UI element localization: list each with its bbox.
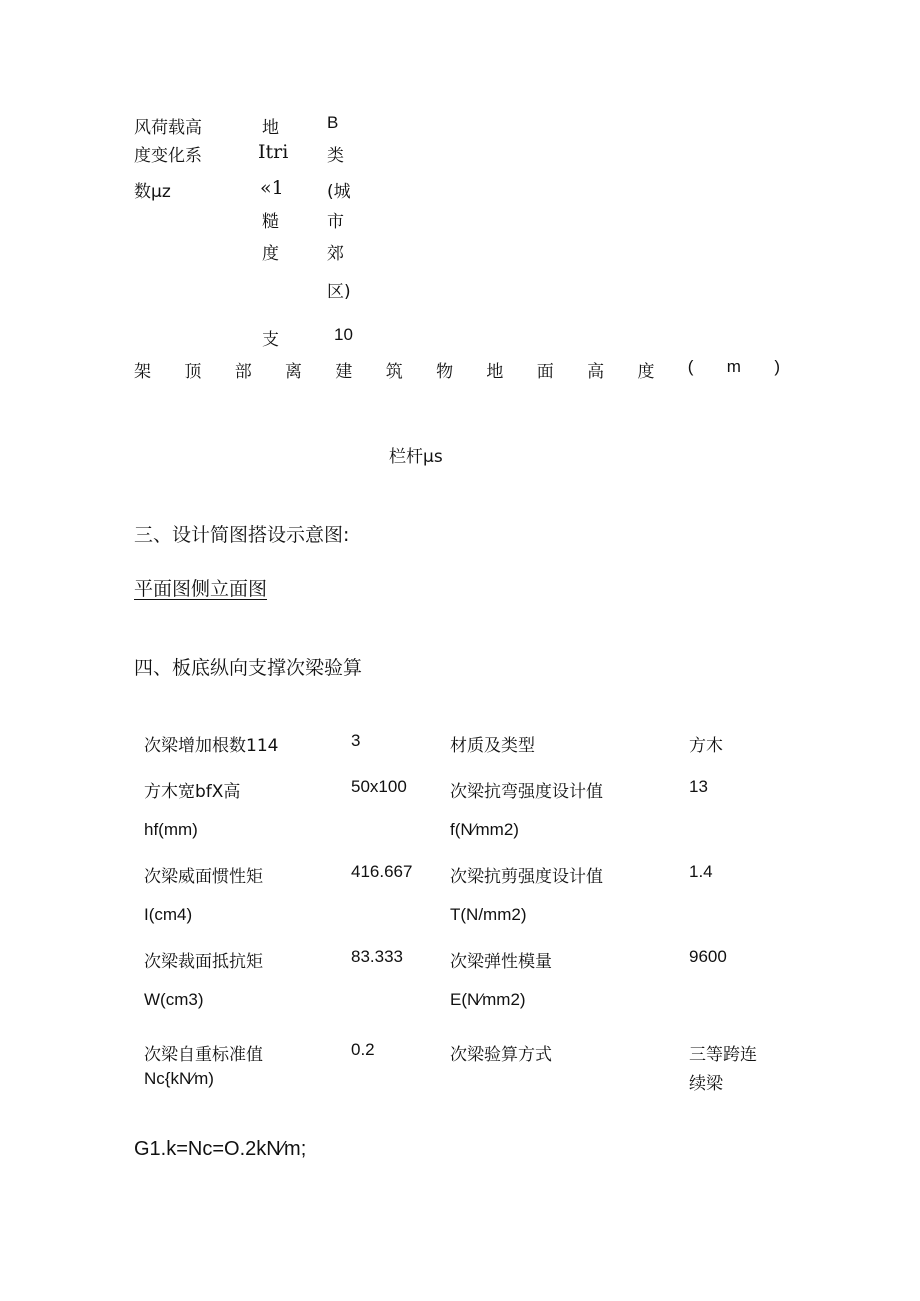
height-label-char: 离: [285, 362, 303, 382]
table-row: [0, 862, 920, 932]
height-label-char: ): [774, 357, 780, 376]
height-label-char: m: [726, 357, 741, 376]
param-value: 1.4: [689, 862, 713, 881]
height-label-char: 度: [637, 362, 655, 382]
category-line: (城: [327, 182, 351, 202]
param-label: 次梁威面惯性矩: [144, 867, 263, 887]
param-value: 9600: [689, 947, 727, 966]
param-label: T(N/mm2): [450, 905, 527, 924]
roughness-line: 糙: [262, 212, 279, 232]
param-label: 次梁裁面抵抗矩: [144, 952, 263, 972]
roughness-column: [258, 113, 298, 263]
wind-factor-label: [134, 113, 224, 213]
support-height-label: [134, 357, 780, 382]
category-line: B: [327, 113, 339, 132]
param-label: W(cm3): [144, 990, 204, 1009]
section4-heading: 四、板底纵向支撑次梁验算: [134, 657, 363, 679]
roughness-line: Itri: [258, 141, 289, 163]
param-value: 三等跨连: [689, 1045, 757, 1065]
param-value: 416.667: [351, 862, 413, 881]
category-line: 类: [327, 146, 344, 166]
height-label-char: 物: [436, 362, 454, 382]
param-label: E(N⁄mm2): [450, 990, 526, 1009]
section3-heading: 三、设计简图搭设示意图:: [134, 524, 350, 546]
roughness-line: 度: [262, 244, 279, 264]
roughness-line: 地: [262, 118, 279, 138]
railing-shape-factor-label: 栏杆μs: [389, 447, 443, 467]
height-label-char: 建: [335, 362, 353, 382]
param-label: 次梁增加根数114: [144, 736, 279, 756]
height-label-char: 架: [134, 362, 151, 382]
height-label-char: 面: [536, 362, 554, 382]
height-label-char: 部: [234, 362, 252, 382]
terrain-category-column: [327, 113, 367, 303]
param-label: 方木宽bfX高: [144, 782, 241, 802]
param-label: 次梁弹性模量: [450, 952, 552, 972]
table-row: [0, 731, 920, 771]
param-label: 次梁抗弯强度设计值: [450, 782, 603, 802]
param-label: Nc{kN⁄m): [144, 1069, 214, 1088]
param-value: 续梁: [689, 1074, 723, 1094]
category-line: 市: [327, 212, 344, 232]
wind-label-line: 风荷载高: [134, 118, 202, 138]
wind-label-line: 数μz: [134, 182, 171, 202]
table-row: [0, 947, 920, 1017]
param-value: 3: [351, 731, 361, 750]
height-label-char: 筑: [385, 362, 403, 382]
table-row: [0, 777, 920, 847]
table-row: [0, 1040, 920, 1100]
param-label: I(cm4): [144, 905, 193, 924]
height-label-char: (: [687, 357, 694, 376]
param-label: hf(mm): [144, 820, 198, 839]
support-char: 支: [262, 330, 279, 350]
param-value: 50x100: [351, 777, 407, 796]
param-value: 13: [689, 777, 708, 796]
height-label-char: 顶: [184, 362, 202, 382]
param-label: 次梁抗剪强度设计值: [450, 867, 603, 887]
param-label: 次梁自重标准值: [144, 1045, 263, 1065]
param-label: 材质及类型: [450, 736, 535, 756]
param-value: 方木: [689, 736, 723, 756]
category-line: 区): [327, 282, 351, 302]
height-label-char: 地: [486, 362, 504, 382]
param-value: 0.2: [351, 1040, 375, 1059]
support-height-value: 10: [334, 325, 353, 344]
param-value: 83.333: [351, 947, 403, 966]
param-label: 次梁验算方式: [450, 1045, 552, 1065]
category-line: 郊: [327, 244, 344, 264]
section3-subheading: 平面图侧立面图: [134, 578, 268, 600]
roughness-line: «1: [260, 177, 284, 199]
height-label-char: 高: [587, 362, 605, 382]
self-weight-formula: G1.k=Nc=O.2kN⁄m;: [134, 1138, 307, 1160]
param-label: f(N⁄mm2): [450, 820, 519, 839]
wind-label-line: 度变化系: [134, 146, 202, 166]
